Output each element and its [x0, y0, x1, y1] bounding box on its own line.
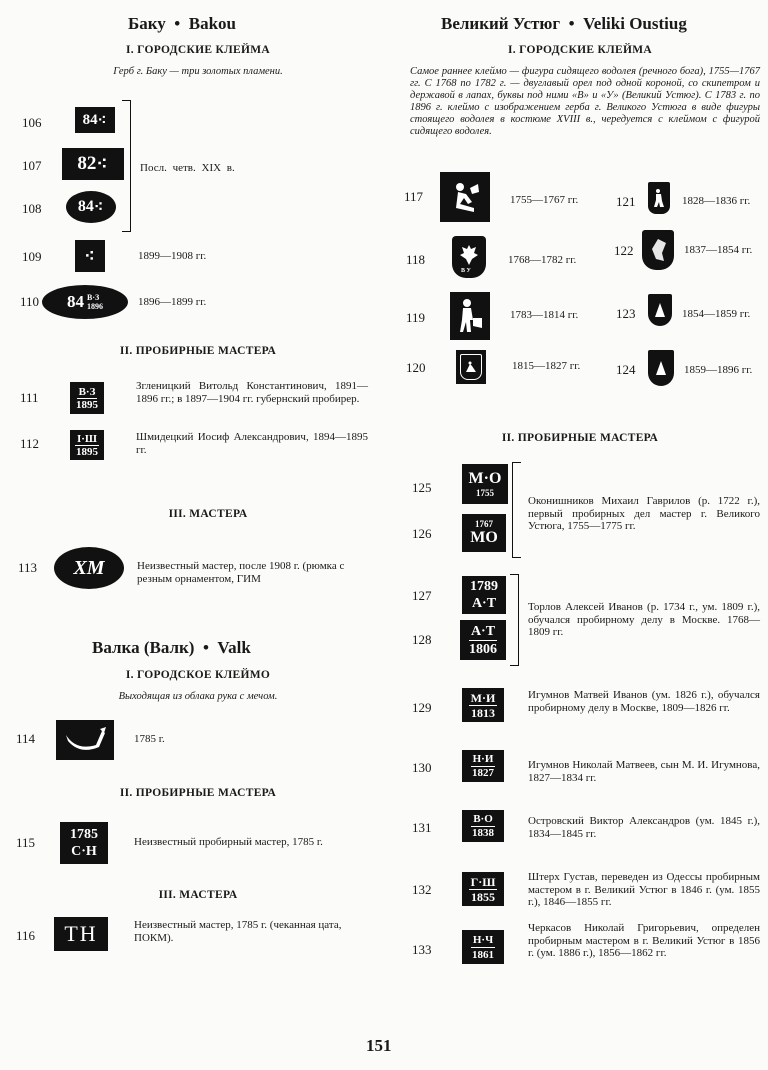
valka-section-masters: III. МАСТЕРА [158, 889, 238, 901]
group-bracket-106-108 [122, 100, 131, 232]
mark-130-stamp: Н·И 1827 [462, 750, 504, 782]
mark-number-109: 109 [22, 249, 42, 264]
mark-117-date: 1755—1767 гг. [510, 194, 579, 206]
assayer-112-description: Шмидецкий Иосиф Александрович, 1894—1895 гг. [136, 431, 368, 456]
mark-121-stamp [648, 182, 670, 214]
mark-118-date: 1768—1782 гг. [508, 254, 577, 266]
mark-number-129: 129 [412, 700, 432, 715]
assayer-111-description: Згленицкий Витольд Константинович, 1891—1896 гг.; в 1897—1904 гг. губернский пробирер. [136, 380, 368, 405]
mark-number-107: 107 [22, 158, 42, 173]
page-number: 151 [366, 1036, 392, 1055]
valka-coat-of-arms-note: Выходящая из облака рука с мечом. [118, 691, 278, 702]
mark-number-122: 122 [614, 243, 634, 258]
ustiug-section-city-marks: I. ГОРОДСКИЕ КЛЕЙМА [508, 44, 652, 56]
ustiug-heading: Великий Устюг • Veliki Oustiug [441, 14, 687, 33]
mark-number-106: 106 [22, 115, 42, 130]
mark-125-stamp: М·О 1755 [462, 464, 508, 504]
baku-heading: Баку • Bakou [128, 14, 236, 33]
aquarius-small-icon [653, 301, 667, 319]
valka-section-assayers: II. ПРОБИРНЫЕ МАСТЕРА [119, 787, 277, 799]
mark-131-stamp: В·О 1838 [462, 810, 504, 842]
mark-number-113: 113 [18, 560, 38, 575]
mark-number-111: 111 [20, 390, 39, 405]
shield-aquarius-icon [460, 354, 482, 380]
master-116-description: Неизвестный мастер, 1785 г. (чеканная цата, ПОКМ). [134, 919, 342, 944]
mark-115-stamp: 1785 С·Н [60, 822, 108, 864]
mark-112-stamp: І·Ш 1895 [70, 430, 104, 460]
assayer-130-description: Игумнов Николай Матвеев, сын М. И. Игумнова, 1827—1834 гг. [528, 759, 760, 784]
mark-number-130: 130 [412, 760, 432, 775]
mark-number-119: 119 [406, 310, 426, 325]
mark-116-stamp: ТН [54, 917, 108, 951]
mark-122-date: 1837—1854 гг. [684, 244, 753, 256]
mark-109-date: 1899—1908 гг. [138, 250, 207, 262]
mark-number-124: 124 [616, 362, 636, 377]
mark-number-115: 115 [16, 835, 36, 850]
assayer-127-128-description: Торлов Алексей Иванов (р. 1734 г., ум. 1809 г.), обучался пробирному делу в Москве. 1768—1809 гг. [528, 601, 760, 638]
mark-number-131: 131 [412, 820, 432, 835]
mark-120-date: 1815—1827 гг. [512, 360, 581, 372]
mark-number-126: 126 [412, 526, 432, 541]
aquarius-shield-icon [646, 235, 670, 265]
aquarius-figure-icon [652, 187, 666, 209]
mark-124-stamp [648, 350, 674, 386]
mark-number-132: 132 [412, 882, 432, 897]
mark-number-112: 112 [20, 436, 40, 451]
mark-number-128: 128 [412, 632, 432, 647]
assayer-133-description: Черкасов Николай Григорьевич, определен пробирным мастером в г. Великий Устюг в 1856 г. (ум. 1886 г.), 1856—1862 гг. [528, 922, 760, 959]
master-113-description: Неизвестный мастер, после 1908 г. (рюмка с резным орнаментом, ГИМ [137, 560, 345, 585]
mark-106-stamp: 84 ⁖ [75, 107, 115, 133]
mark-133-stamp: Н·Ч 1861 [462, 930, 504, 964]
assayer-131-description: Островский Виктор Александров (ум. 1845 г.), 1834—1845 гг. [528, 815, 760, 840]
mark-117-stamp [440, 172, 490, 222]
arm-with-sword-icon [62, 725, 108, 755]
mark-number-118: 118 [406, 252, 426, 267]
mark-128-stamp: А·Т 1806 [460, 620, 506, 660]
assayer-115-description: Неизвестный пробирный мастер, 1785 г. [134, 836, 323, 848]
group-text-106-108: Посл. четв. XIX в. [140, 162, 235, 174]
mark-122-stamp [642, 230, 674, 270]
baku-coat-of-arms-note: Герб г. Баку — три золотых пламени. [113, 66, 283, 77]
mark-109-stamp: ⁖ [75, 240, 105, 272]
standing-aquarius-icon [455, 296, 485, 336]
mark-110-date: 1896—1899 гг. [138, 296, 207, 308]
mark-number-127: 127 [412, 588, 432, 603]
mark-119-stamp [450, 292, 490, 340]
assayer-129-description: Игумнов Матвей Иванов (ум. 1826 г.), обучался пробирному делу в Москве, 1809—1826 гг. [528, 689, 760, 714]
mark-123-date: 1854—1859 гг. [682, 308, 751, 320]
ustiug-section-assayers: II. ПРОБИРНЫЕ МАСТЕРА [501, 432, 659, 444]
mark-124-date: 1859—1896 гг. [684, 364, 753, 376]
mark-number-133: 133 [412, 942, 432, 957]
group-bracket-125-126 [512, 462, 521, 558]
mark-119-date: 1783—1814 гг. [510, 309, 579, 321]
mark-120-stamp [456, 350, 486, 384]
aquarius-small-icon [653, 358, 669, 378]
baku-section-assayers: II. ПРОБИРНЫЕ МАСТЕРА [119, 345, 277, 357]
assayer-125-126-description: Оконишников Михаил Гаврилов (р. 1722 г.), первый пробирных дел мастер г. Великого Устюга, 1755—1775 гг. [528, 495, 760, 532]
baku-section-city-marks: I. ГОРОДСКИЕ КЛЕЙМА [126, 44, 270, 56]
mark-121-date: 1828—1836 гг. [682, 195, 751, 207]
mark-number-120: 120 [406, 360, 426, 375]
valka-heading: Валка (Валк) • Valk [92, 638, 251, 657]
mark-111-stamp: В·З 1895 [70, 382, 104, 414]
mark-118-stamp [452, 236, 486, 278]
seated-aquarius-icon [446, 178, 484, 216]
mark-number-117: 117 [404, 189, 424, 204]
mark-114-date: 1785 г. [134, 733, 165, 745]
mark-110-stamp: 84 В·З 1896 [42, 285, 128, 319]
svg-text:В У: В У [461, 268, 471, 273]
mark-number-125: 125 [412, 480, 432, 495]
mark-129-stamp: М·И 1813 [462, 688, 504, 722]
mark-126-stamp: 1767 МО [462, 514, 506, 552]
ustiug-city-marks-note: Самое раннее клеймо — фигура сидящего водолея (речного бога), 1755—1767 гг. С 1768 по 1782 г. — двуглавый орел под одной короной, со скипетром и державой в лапах, буквы под ними «В» и «У» (Великий Устюг). С 1783 г. по 1896 г. клеймо с изображением герба г. Великого Устюга в виде фигуры стоящего водолея в костюме XVIII в., чередуется с клеймом с фигурой сидящего водолея. [410, 66, 760, 137]
mark-132-stamp: Г·Ш 1855 [462, 872, 504, 906]
mark-114-stamp [56, 720, 114, 760]
baku-section-masters: III. МАСТЕРА [168, 508, 248, 520]
mark-number-123: 123 [616, 306, 636, 321]
mark-number-114: 114 [16, 731, 36, 746]
mark-113-stamp: ХМ [54, 547, 124, 589]
mark-123-stamp [648, 294, 672, 326]
mark-107-stamp: 82 ⁖ [62, 148, 124, 180]
mark-number-121: 121 [616, 194, 636, 209]
valka-section-city-mark: I. ГОРОДСКОЕ КЛЕЙМО [125, 669, 271, 681]
group-bracket-127-128 [510, 574, 519, 666]
mark-number-116: 116 [16, 928, 36, 943]
mark-127-stamp: 1789 А·Т [462, 576, 506, 614]
mark-108-stamp: 84 ⁖ [66, 191, 116, 223]
mark-number-110: 110 [20, 294, 40, 309]
double-headed-eagle-icon [456, 241, 482, 273]
mark-number-108: 108 [22, 201, 42, 216]
assayer-132-description: Штерх Густав, переведен из Одессы пробирным мастером в г. Великий Устюг в 1846 г. (ум. 1855 г.), 1846—1855 гг. [528, 871, 760, 908]
